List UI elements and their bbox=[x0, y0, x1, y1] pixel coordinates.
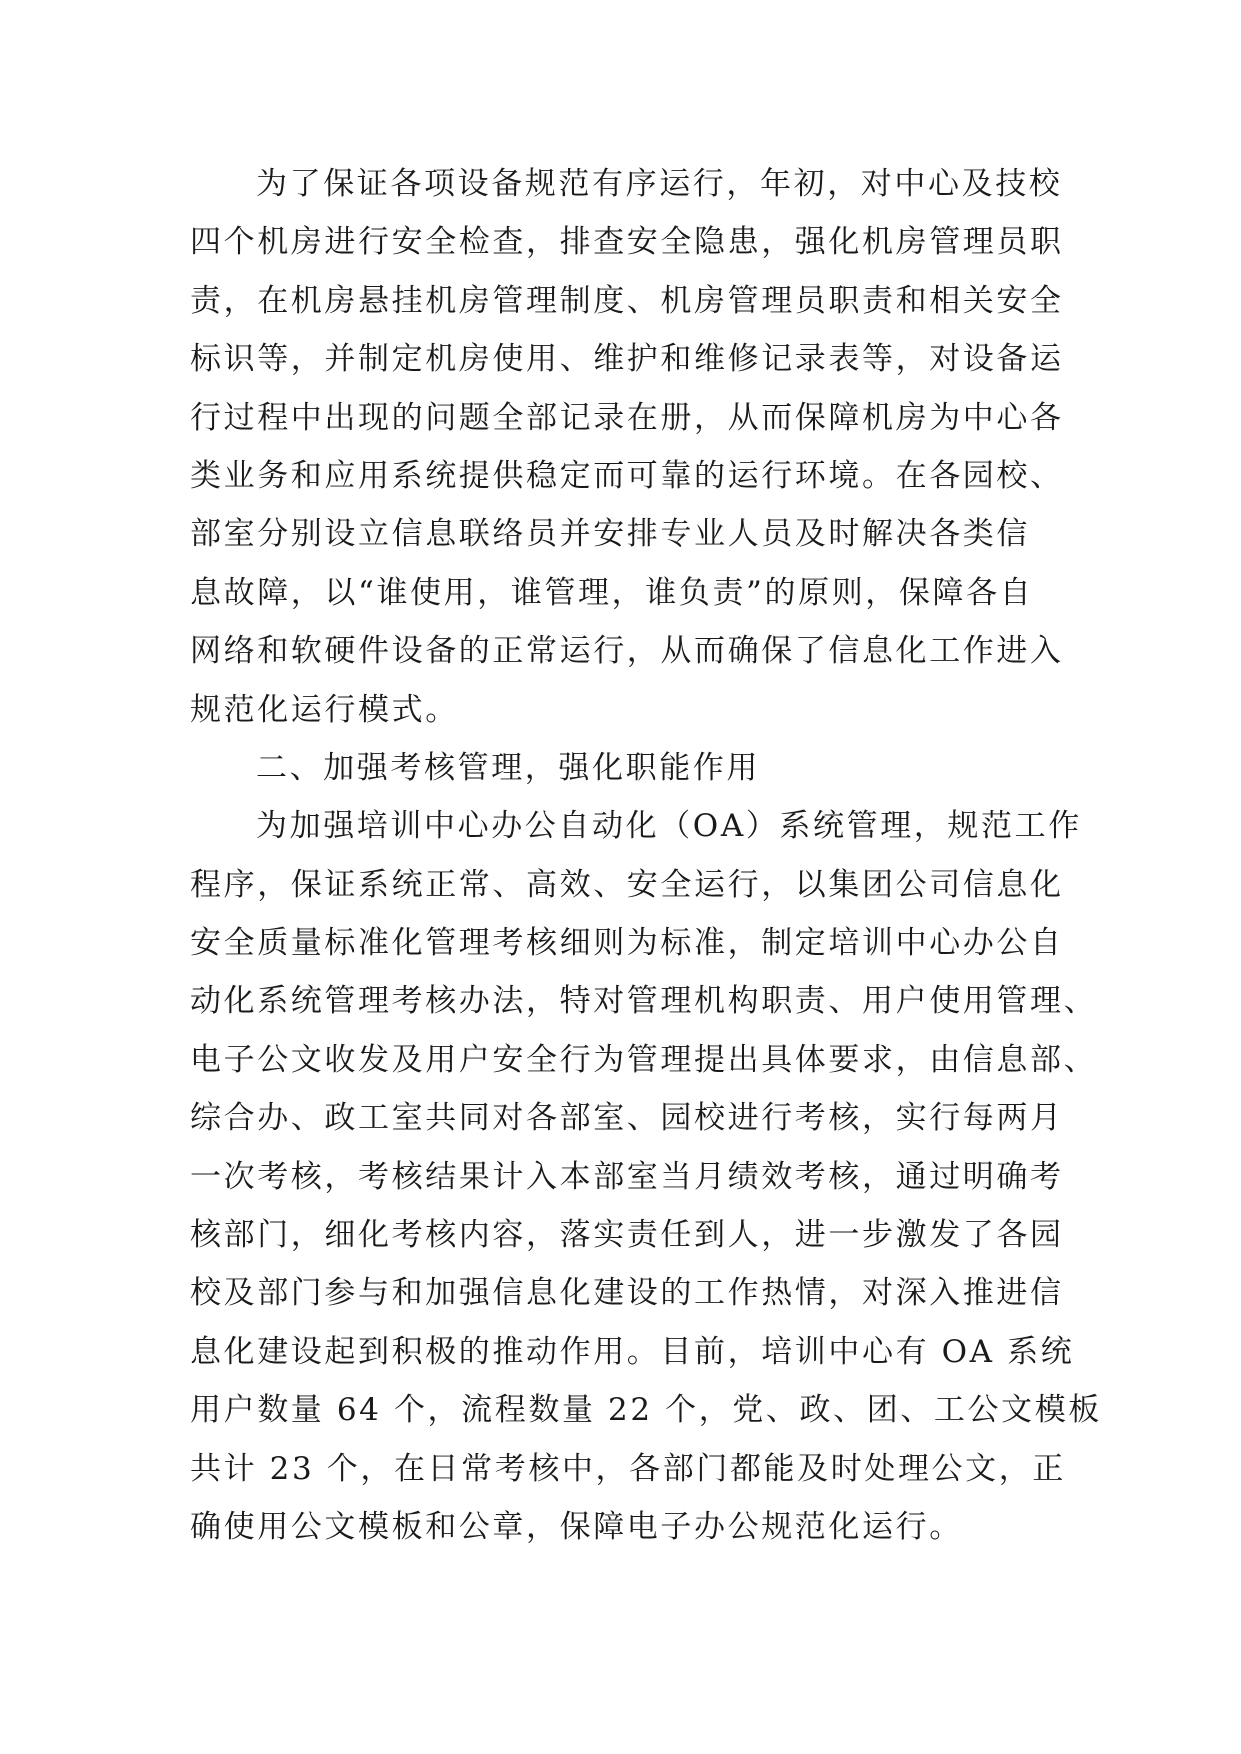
text-line: 共计 23 个，在日常考核中，各部门都能及时处理公文，正 bbox=[190, 1450, 1066, 1487]
text-line: 确使用公文模板和公章，保障电子办公规范化运行。 bbox=[190, 1508, 963, 1545]
text-line: 一次考核，考核结果计入本部室当月绩效考核，通过明确考 bbox=[190, 1158, 1064, 1195]
text-line: 四个机房进行安全检查，排查安全隐患，强化机房管理员职 bbox=[190, 224, 1064, 261]
text-line: 标识等，并制定机房使用、维护和维修记录表等，对设备运 bbox=[190, 341, 1064, 378]
text-line: 规范化运行模式。 bbox=[190, 691, 459, 728]
text-line: 息化建设起到积极的推动作用。目前，培训中心有 OA 系统 bbox=[190, 1333, 1075, 1370]
text-line: 为了保证各项设备规范有序运行，年初，对中心及技校 bbox=[256, 166, 1063, 202]
section-heading: 二、加强考核管理，强化职能作用 bbox=[256, 749, 760, 786]
text-line: 电子公文收发及用户安全行为管理提出具体要求，由信息部、 bbox=[190, 1041, 1098, 1078]
text-line: 安全质量标准化管理考核细则为标准，制定培训中心办公自 bbox=[190, 925, 1064, 962]
text-line: 部室分别设立信息联络员并安排专业人员及时解决各类信 bbox=[190, 516, 1030, 553]
text-line: 校及部门参与和加强信息化建设的工作热情，对深入推进信 bbox=[190, 1275, 1064, 1312]
text-line: 责，在机房悬挂机房管理制度、机房管理员职责和相关安全 bbox=[190, 282, 1064, 319]
text-line: 核部门，细化考核内容，落实责任到人，进一步激发了各园 bbox=[190, 1217, 1064, 1254]
text-line: 综合办、政工室共同对各部室、园校进行考核，实行每两月 bbox=[190, 1100, 1064, 1137]
text-line: 网络和软硬件设备的正常运行，从而确保了信息化工作进入 bbox=[190, 633, 1064, 670]
text-line: 行过程中出现的问题全部记录在册，从而保障机房为中心各 bbox=[190, 399, 1064, 436]
text-line: 息故障，以“谁使用，谁管理，谁负责”的原则，保障各自 bbox=[190, 574, 1034, 611]
text-line: 程序，保证系统正常、高效、安全运行，以集团公司信息化 bbox=[190, 866, 1064, 903]
text-line: 用户数量 64 个，流程数量 22 个，党、政、团、工公文模板 bbox=[190, 1392, 1102, 1429]
text-line: 为加强培训中心办公自动化（OA）系统管理，规范工作 bbox=[256, 808, 1082, 845]
text-line: 动化系统管理考核办法，特对管理机构职责、用户使用管理、 bbox=[190, 983, 1098, 1020]
text-line: 类业务和应用系统提供稳定而可靠的运行环境。在各园校、 bbox=[190, 457, 1064, 494]
document-body bbox=[190, 155, 1102, 1556]
